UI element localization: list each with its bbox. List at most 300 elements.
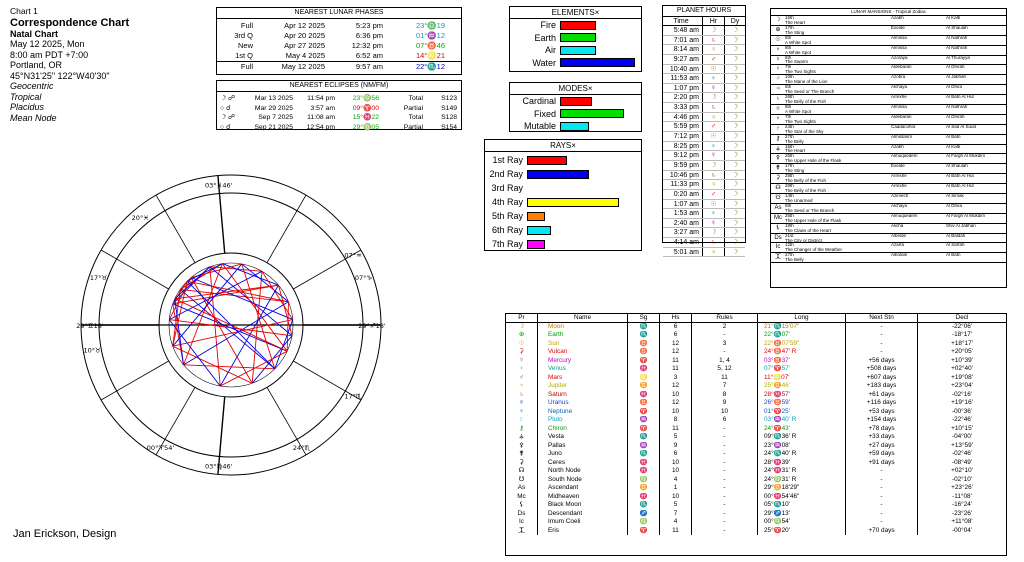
house-cusp-label: 03°♍46' [205, 462, 233, 471]
planet-next-station: - [846, 323, 918, 332]
planet-next-station: - [846, 340, 918, 349]
planet-rules: - [692, 331, 758, 340]
mansion-arabic: Al Fargh Al Mukdim [946, 153, 986, 159]
mansion-desc: The Two Sights [785, 69, 816, 75]
lunar-phase-row [217, 51, 461, 61]
mansion-arabic: Al Kalb [946, 143, 961, 149]
planet-house: 9 [660, 442, 692, 451]
planet-next-station: - [846, 501, 918, 510]
mansion-latin: Albotain [891, 252, 908, 258]
mansion-row [771, 184, 1006, 194]
planet-name: Sun [538, 340, 628, 349]
planet-house: 1 [660, 484, 692, 493]
planet-hour-row [663, 219, 745, 229]
planet-sign: ♐ [628, 510, 660, 519]
planet-rules: - [692, 493, 758, 502]
hour-planet-glyph: ♄ [703, 103, 725, 112]
eclipse-row [217, 94, 461, 104]
planet-glyph: ☉ [506, 340, 538, 349]
col-name: Name [538, 314, 628, 322]
planet-row [506, 425, 1006, 434]
planet-name: Descendant [538, 510, 628, 519]
planet-next-station: +61 days [846, 391, 918, 400]
phase-time: 6:52 am [355, 51, 383, 60]
day-planet-glyph: ☽ [731, 27, 739, 34]
house-cusp-label: 20°♓ [131, 213, 150, 222]
mansion-arabic: Al Batn Al Hut [946, 173, 974, 179]
mansion-row [771, 135, 1006, 145]
modes-label: Cardinal [522, 96, 556, 107]
hour-planet-glyph: ☽ [703, 161, 725, 170]
planet-sign: ♍ [628, 476, 660, 485]
eclipse-symbol: ○ ☌ [220, 104, 231, 112]
mansion-name [785, 115, 891, 124]
planet-house: 11 [660, 357, 692, 366]
mansion-row [771, 56, 1006, 66]
elements-bar-air [560, 46, 596, 55]
lunar-mansions-title: LUNAR MANSIONS - Tropical Zodiac [771, 9, 1006, 16]
planet-glyph: ☋ [506, 476, 538, 485]
planet-sign: ♈ [628, 527, 660, 536]
mansion-arabic: Al Baldah [946, 232, 966, 238]
mansion-name [785, 164, 891, 173]
planet-longitude: 01°♈25' [758, 408, 846, 417]
hour-planet-glyph: ♀ [703, 209, 725, 218]
phase-name: Full [240, 62, 253, 71]
col-hs: Hs [660, 314, 692, 322]
hour-planet-glyph: ♃ [703, 248, 725, 257]
planet-house: 12 [660, 382, 692, 391]
phase-date: May 4 2025 [285, 51, 325, 60]
planet-declination: +23°04' [951, 382, 973, 389]
eclipse-date: Sep 21 2025 [254, 123, 293, 131]
planet-sign: ♓ [628, 391, 660, 400]
rays-bar-1st-ray [527, 156, 567, 165]
hour-planet-glyph: ♂ [703, 122, 725, 131]
mansion-arabic: Al Simak [946, 193, 964, 199]
rays-label: 1st Ray [492, 155, 523, 165]
mansion-name [785, 75, 891, 84]
mansion-latin: Arrexhe [891, 173, 907, 179]
planet-next-station: - [846, 493, 918, 502]
mansion-name [785, 145, 891, 154]
hour-time: 10:46 pm [663, 171, 703, 180]
planet-glyph: Mc [506, 493, 538, 502]
eclipse-time: 3:57 am [310, 104, 335, 112]
planet-sign: ♉ [628, 340, 660, 349]
planet-sign: ♌ [628, 374, 660, 383]
mansion-number: 14th [785, 193, 794, 199]
setting-item: Geocentric [10, 81, 54, 91]
planet-glyph: ♀ [506, 365, 538, 374]
rays-bar-6th-ray [527, 226, 551, 235]
col-pr: Pr [506, 314, 538, 322]
planet-rules: - [692, 484, 758, 493]
planet-name: Venus [538, 365, 628, 374]
mansion-desc: The Belly [785, 138, 804, 144]
hour-planet-glyph: ☿ [703, 219, 725, 228]
rays-label: 4th Ray [491, 197, 523, 207]
planet-next-station: +33 days [846, 433, 918, 442]
hour-time: 4:46 pm [663, 113, 703, 122]
mansion-latin: Azarfa [891, 242, 905, 248]
mansion-latin: Arrexhe [891, 94, 907, 100]
rays-row [485, 181, 641, 195]
planet-name: Uranus [538, 399, 628, 408]
planet-longitude: 24°♏40' R [758, 450, 846, 459]
mansion-number: 17th [785, 24, 794, 30]
mansion-planet-glyph: ♀ [775, 66, 781, 73]
planet-rules: - [692, 425, 758, 434]
rays-bar-4th-ray [527, 198, 619, 207]
mansion-planet-glyph: ♂ [775, 76, 781, 83]
hour-planet-glyph: ♀ [703, 74, 725, 83]
planet-glyph: ☊ [506, 467, 538, 476]
planet-rules: - [692, 518, 758, 527]
planet-name: Pallas [538, 442, 628, 451]
planet-hour-row [663, 228, 745, 238]
mansion-planet-glyph: ⚷ [775, 135, 781, 142]
mansion-planet-glyph: ☋ [775, 195, 781, 202]
mansion-planet-glyph: Ic [775, 244, 781, 251]
planet-next-station: - [846, 331, 918, 340]
hour-planet-glyph: ♂ [703, 190, 725, 199]
planet-longitude: 28°♓39' [758, 459, 846, 468]
planet-house: 7 [660, 510, 692, 519]
mansion-latin: Arrexhe [891, 183, 907, 189]
planet-row [506, 476, 1006, 485]
planet-declination: +19°08' [951, 373, 973, 381]
planet-rules: 6 [692, 416, 758, 425]
planet-longitude: 25°♊46' [758, 382, 846, 391]
planet-hour-row [663, 103, 745, 113]
planet-name: Chiron [538, 425, 628, 434]
planet-glyph: ⯰ [506, 527, 538, 536]
mansion-name [785, 56, 891, 65]
planet-sign: ♓ [628, 467, 660, 476]
planet-name: Moon [538, 323, 628, 332]
mansion-desc: The Belly of the Fish [785, 188, 827, 194]
planet-glyph: ⚷ [506, 425, 538, 434]
planet-next-station: +59 days [846, 450, 918, 459]
mansion-name [785, 36, 891, 45]
planet-glyph: ♂ [506, 374, 538, 383]
planet-rules: 7 [692, 382, 758, 391]
planet-house: 10 [660, 391, 692, 400]
mansion-desc: The Seed or The Branch [785, 207, 835, 213]
mansion-desc: The Star of the Sky [785, 128, 824, 134]
mansion-row [771, 65, 1006, 75]
planet-row [506, 501, 1006, 510]
mansion-name [785, 253, 891, 262]
planet-rules: - [692, 450, 758, 459]
planet-rules: 2 [692, 323, 758, 332]
mansion-arabic: Al Kalb [946, 15, 961, 20]
planet-glyph: ☽ [506, 323, 538, 332]
lunar-phase-row [217, 31, 461, 41]
rays-title: RAYS× [485, 140, 641, 152]
planet-glyph: ♃ [506, 382, 538, 391]
rays-row [485, 223, 641, 237]
planet-row [506, 416, 1006, 425]
hour-time: 5:59 pm [663, 122, 703, 131]
hour-time: 1:07 am [663, 200, 703, 209]
planet-sign: ♈ [628, 357, 660, 366]
eclipse-symbol: ☽ ☍ [220, 114, 235, 121]
eclipse-type: Total [408, 95, 423, 102]
mansion-number: 25th [785, 153, 794, 159]
rays-label: 6th Ray [491, 225, 523, 235]
mansion-name [785, 194, 891, 203]
chart-subtitle: Natal Chart [10, 28, 59, 39]
eclipse-pos: 23°♍56 [352, 95, 379, 102]
planet-hour-row [663, 74, 745, 84]
planet-longitude: 00°♍54' [758, 518, 846, 527]
planet-next-station: +183 days [846, 382, 918, 391]
planet-glyph: ⊕ [506, 331, 538, 340]
hour-time: 9:27 am [663, 55, 703, 64]
rays-label: 5th Ray [491, 211, 523, 221]
planet-house: 8 [660, 416, 692, 425]
planet-sign: ♍ [628, 518, 660, 527]
planet-longitude: 24°♓31' R [758, 467, 846, 476]
rays-bar-2nd-ray [527, 170, 589, 179]
mansion-desc: The Seed or The Branch [785, 89, 835, 95]
planet-sign: ♉ [628, 399, 660, 408]
day-planet-glyph: ☽ [731, 248, 739, 256]
planet-longitude: 22°♉07'59" [758, 340, 846, 349]
planet-sign: ♈ [628, 425, 660, 434]
planet-name: Imum Coeli [538, 518, 628, 527]
chart-info [10, 6, 129, 123]
planet-hour-row [663, 209, 745, 219]
planet-rules: - [692, 459, 758, 468]
mansion-number: 8th [785, 34, 792, 40]
day-planet-glyph: ☽ [731, 181, 739, 189]
day-planet-glyph: ☽ [731, 171, 739, 179]
mansion-desc: A White Spot [785, 108, 812, 114]
mansion-latin: Alchaya [891, 202, 908, 208]
rays-row [485, 237, 641, 251]
planet-rules: 9 [692, 399, 758, 408]
mansion-planet-glyph: ⯰ [774, 254, 781, 261]
hour-time: 1:53 am [663, 209, 703, 218]
phase-pos: 22°♏12 [415, 62, 445, 71]
mansion-planet-glyph: ♇ [775, 125, 781, 132]
mansion-latin: Aldebaran [891, 113, 912, 119]
planet-declination: -18°17' [951, 331, 973, 338]
hour-planet-glyph: ☽ [703, 93, 725, 102]
setting-item: Mean Node [10, 112, 57, 123]
planet-row [506, 467, 1006, 476]
planet-house: 3 [660, 374, 692, 383]
planet-hour-row [663, 65, 745, 75]
planet-row [506, 459, 1006, 468]
mansion-row [771, 36, 1006, 46]
mansion-number: 12th [785, 242, 794, 248]
planet-sign: ♈ [628, 408, 660, 417]
planet-row [506, 340, 1006, 349]
mansion-number: 16th [785, 15, 794, 20]
planet-glyph: ⚵ [506, 450, 538, 459]
mansion-latin: Almistarim [891, 133, 912, 139]
house-cusp-label: 03°♓46' [205, 181, 233, 190]
planet-name: South Node [538, 476, 628, 485]
mansion-arabic: Al Jabhah [946, 74, 967, 80]
planet-row [506, 493, 1006, 502]
planet-longitude: 24°♈43' [758, 425, 846, 434]
hour-planet-glyph: ☉ [703, 200, 725, 209]
mansion-latin: Albelde [891, 232, 907, 238]
rays-bar-5th-ray [527, 212, 545, 221]
hour-time: 7:12 pm [663, 132, 703, 141]
hour-planet-glyph: ☽ [703, 228, 725, 237]
elements-row [510, 32, 641, 45]
mansion-arabic: Al Batn Al Hut [946, 183, 974, 189]
hour-time: 10:40 am [663, 65, 703, 74]
elements-row [510, 57, 641, 70]
mansion-desc: The Two Sights [785, 118, 816, 124]
planet-declination: -00°04' [951, 526, 973, 534]
rays-row [485, 153, 641, 167]
mansion-desc: A White Spot [785, 39, 812, 45]
eclipse-time: 11:54 pm [307, 95, 335, 102]
mansion-arabic: Al Dhirah [946, 64, 965, 70]
day-planet-glyph: ☽ [731, 239, 739, 247]
planet-row [506, 331, 1006, 340]
mansion-planet-glyph: ♆ [775, 115, 781, 122]
elements-row [510, 44, 641, 57]
eclipse-date: Mar 13 2025 [254, 95, 293, 102]
mansion-planet-glyph: As [774, 204, 782, 211]
planet-name: North Node [538, 467, 628, 476]
mansion-arabic: Al Nathrah [946, 34, 968, 40]
setting-item: Placidus [10, 102, 45, 112]
hour-time: 8:14 am [663, 45, 703, 54]
planet-glyph: ⚸ [506, 501, 538, 510]
mansion-desc: The Sting [785, 168, 805, 174]
planet-rules: 3 [692, 340, 758, 349]
modes-row [510, 108, 641, 121]
day-planet-glyph: ☽ [731, 210, 739, 218]
planet-next-station: +154 days [846, 416, 918, 425]
mansion-planet-glyph: ☉ [775, 36, 781, 43]
planet-longitude: 00°♓54'46" [758, 493, 846, 502]
planet-sign: ♓ [628, 459, 660, 468]
mansion-row [771, 125, 1006, 135]
planet-glyph: Ic [506, 518, 538, 527]
mansion-arabic: Al Fargh Al Mukdim [946, 212, 986, 218]
eclipse-pos: 15°♓22 [352, 114, 379, 121]
mansion-desc: The Mane of the Lion [785, 79, 828, 85]
mansion-arabic: Al Batn Al Hut [946, 94, 974, 100]
lunar-phase-row [217, 41, 461, 51]
planet-rules: 10 [692, 408, 758, 417]
mansion-name [785, 135, 891, 144]
planet-hour-row [663, 190, 745, 200]
planet-longitude: 25°♈20' [758, 527, 846, 536]
planet-longitude: 05°♏10' [758, 501, 846, 510]
elements-label: Earth [534, 32, 556, 43]
planet-next-station: +78 days [846, 425, 918, 434]
planet-next-station: +607 days [846, 374, 918, 383]
aspect-line [169, 271, 262, 319]
mansion-arabic: Al Batn [946, 133, 961, 139]
mansion-arabic: Al Dhirah [946, 113, 965, 119]
elements-row [510, 19, 641, 32]
planet-row [506, 433, 1006, 442]
mansion-arabic: Shiv Al Jabhan [946, 222, 976, 228]
mansion-arabic: Al Sad Al Suud [946, 123, 977, 129]
mansion-desc: The Heart [785, 148, 806, 154]
rays-row [485, 195, 641, 209]
planet-name: Black Moon [538, 501, 628, 510]
day-planet-glyph: ☽ [731, 84, 739, 92]
aspect-line [180, 289, 275, 368]
mansion-name [785, 26, 891, 35]
planet-row [506, 323, 1006, 332]
elements-title: ELEMENTS× [510, 7, 641, 19]
day-planet-glyph: ☽ [731, 161, 739, 169]
planet-name: Midheaven [538, 493, 628, 502]
planet-rules: - [692, 348, 758, 357]
planet-next-station: - [846, 510, 918, 519]
planet-house: 5 [660, 433, 692, 442]
planet-hour-row [663, 84, 745, 94]
day-planet-glyph: ☽ [731, 219, 739, 227]
mansion-row [771, 46, 1006, 56]
day-planet-glyph: ☽ [731, 104, 739, 112]
rays-label: 7th Ray [491, 239, 523, 249]
mansion-number: 7th [785, 113, 792, 119]
planet-sign: ♊ [628, 382, 660, 391]
planet-sign: ♓ [628, 493, 660, 502]
planet-sign: ♏ [628, 501, 660, 510]
planet-sign: ♉ [628, 348, 660, 357]
planet-declination: +23°26' [951, 484, 973, 491]
elements-bar-earth [560, 33, 596, 42]
planet-declination: -02°46' [951, 450, 973, 457]
mansion-number: 8th [785, 104, 792, 110]
col-day: Dy [730, 18, 740, 25]
planet-name: Mercury [538, 357, 628, 366]
planet-house: 11 [660, 425, 692, 434]
planet-rules: 5, 12 [692, 365, 758, 374]
house-cusp-label: 07°♒ [344, 251, 362, 260]
planet-sign: ♊ [628, 484, 660, 493]
phase-date: Apr 20 2025 [284, 31, 325, 40]
natal-wheel [75, 170, 387, 480]
planet-next-station: - [846, 518, 918, 527]
planet-hour-row [663, 180, 745, 190]
planet-hour-row [663, 151, 745, 161]
mansion-row [771, 26, 1006, 36]
planet-hour-row [663, 171, 745, 181]
mansion-latin: Azabh [891, 15, 904, 20]
day-planet-glyph: ☽ [731, 123, 739, 131]
planet-longitude: 21°♏15'07" [758, 323, 846, 332]
mansion-planet-glyph: ⚸ [775, 224, 781, 231]
hour-time: 7:01 am [663, 36, 703, 45]
mansion-number: 21st [785, 232, 794, 238]
hour-planet-glyph: ☉ [703, 132, 725, 141]
planet-hour-row [663, 93, 745, 103]
modes-panel [509, 82, 642, 132]
mansion-planet-glyph: ⚳ [775, 175, 781, 182]
hour-time: 1:07 pm [663, 84, 703, 93]
mansion-number: 5th [785, 54, 792, 60]
planet-declination: +10°15' [951, 424, 973, 432]
